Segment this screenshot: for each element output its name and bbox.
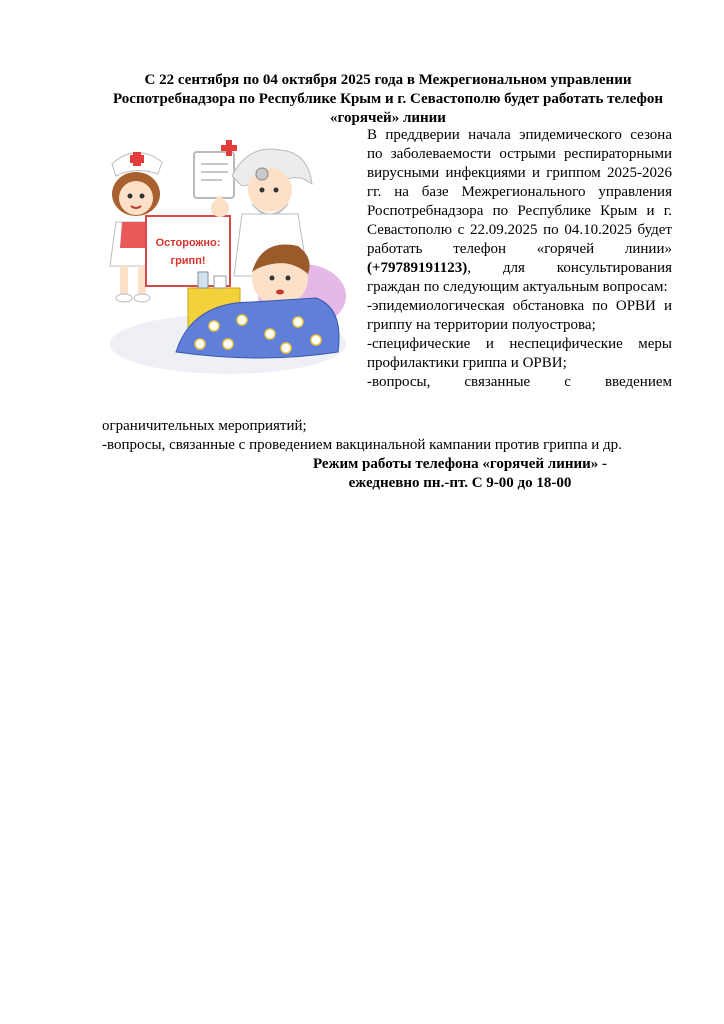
list-item: -вопросы, связанные с проведением вакцинальной кампании против гриппа и др. bbox=[102, 437, 622, 453]
schedule-line-1: Режим работы телефона «горячей линии» - bbox=[312, 456, 608, 472]
intro-paragraph bbox=[367, 126, 672, 392]
flu-illustration bbox=[102, 126, 354, 380]
list-item: -вопросы, связанные с введением bbox=[367, 374, 672, 390]
list-item-continuation: ограничительных мероприятий; bbox=[102, 418, 307, 434]
sign-text-2: грипп! bbox=[170, 255, 206, 267]
list-item: -специфические и неспецифические меры профилактики гриппа и ОРВИ; bbox=[367, 336, 672, 371]
schedule-block bbox=[250, 455, 670, 493]
sign-text-1: Осторожно: bbox=[155, 237, 221, 249]
list-item: -эпидемиологическая обстановка по ОРВИ и гриппу на территории полуострова; bbox=[367, 298, 672, 333]
schedule-line-2: ежедневно пн.-пт. С 9-00 до 18-00 bbox=[348, 475, 572, 491]
intro-text: В преддверии начала эпидемического сезона по заболеваемости острыми респираторными вирусными инфекциями и гриппом 2025-2026 гг. на базе Межрегионального управления Роспотребнадзора по Республике Крым и г. Севастополю с 22.09.2025 по 04.10.2025 будет работать телефон «горячей линии» bbox=[367, 127, 672, 257]
intro-tail: , для консультирования граждан по следующим актуальным вопросам: bbox=[367, 260, 672, 295]
hotline-phone: (+79789191123) bbox=[367, 260, 468, 276]
page-title: С 22 сентября по 04 октября 2025 года в Межрегиональном управлении Роспотребнадзора по Республике Крым и г. Севастополю будет работать телефон «горячей» линии bbox=[113, 72, 663, 126]
